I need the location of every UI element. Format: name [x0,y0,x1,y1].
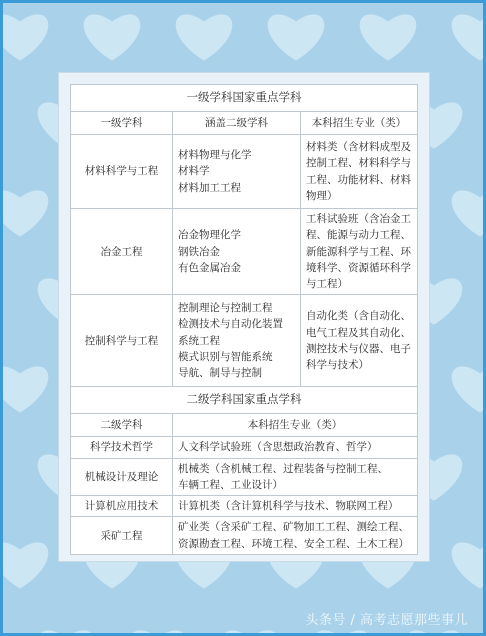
sub-discipline: 有色金属冶金 [178,261,242,274]
key-disciplines-table [70,84,418,555]
table-row [71,135,418,209]
sub-discipline: 钢铁冶金 [178,245,221,258]
sub-discipline: 冶金物理化学 [178,229,242,242]
majors-cell [173,517,418,555]
majors-line: 车辆工程、工业设计） [178,478,284,491]
header-first-level-discipline: 一级学科 [71,112,173,135]
table-row [71,458,418,496]
majors-line: 资源勘查工程、环境工程、安全工程、土木工程） [178,537,410,550]
sub-discipline: 模式识别与智能系统 [178,350,273,363]
discipline-cell: 计算机应用技术 [71,496,173,517]
majors-cell [173,458,418,496]
majors-cell: 材料类（含材料成型及控制工程、材料科学与工程、功能材料、材料物理） [301,135,418,209]
table-row [71,496,418,517]
majors-line: 人文科学试验班（含思想政治教育、哲学） [178,441,378,454]
discipline-cell: 采矿工程 [71,517,173,555]
table-row [71,517,418,555]
discipline-cell: 科学技术哲学 [71,437,173,458]
discipline-cell: 控制科学与工程 [71,295,173,387]
table-row [71,437,418,458]
discipline-cell: 机械设计及理论 [71,458,173,496]
sub-discipline-cell [173,209,301,295]
sub-discipline: 材料学 [178,165,210,178]
majors-line: 矿业类（含采矿工程、矿物加工工程、测绘工程、 [178,521,410,534]
sub-discipline: 材料物理与化学 [178,149,252,162]
sub-discipline-cell [173,295,301,387]
table-row [71,209,418,295]
section2-title: 二级学科国家重点学科 [71,387,418,414]
majors-line: 计算机类（含计算机科学与技术、物联网工程） [178,500,399,513]
sub-discipline-cell [173,135,301,209]
header-covered-sub-disciplines: 涵盖二级学科 [173,112,301,135]
majors-line: 机械类（含机械工程、过程装备与控制工程、 [178,462,389,475]
sub-discipline: 材料加工工程 [178,181,242,194]
majors-cell [173,437,418,458]
majors-cell: 工科试验班（含冶金工程、能源与动力工程、新能源科学与工程、环境科学、资源循环科学与工程） [301,209,418,295]
table-row [71,295,418,387]
discipline-cell: 冶金工程 [71,209,173,295]
section1-title: 一级学科国家重点学科 [71,85,418,112]
watermark-text: 头条号 / 高考志愿那些事儿 [305,613,468,628]
sub-discipline: 检测技术与自动化装置 [178,318,284,331]
header-undergrad-majors-2: 本科招生专业（类） [173,414,418,437]
sub-discipline: 导航、制导与控制 [178,367,263,380]
majors-cell [173,496,418,517]
header-undergrad-majors: 本科招生专业（类） [301,112,418,135]
header-second-level-discipline: 二级学科 [71,414,173,437]
sub-discipline: 系统工程 [178,334,221,347]
discipline-cell: 材料科学与工程 [71,135,173,209]
sub-discipline: 控制理论与控制工程 [178,302,273,315]
majors-cell: 自动化类（含自动化、电气工程及其自动化、测控技术与仪器、电子科学与技术） [301,295,418,387]
